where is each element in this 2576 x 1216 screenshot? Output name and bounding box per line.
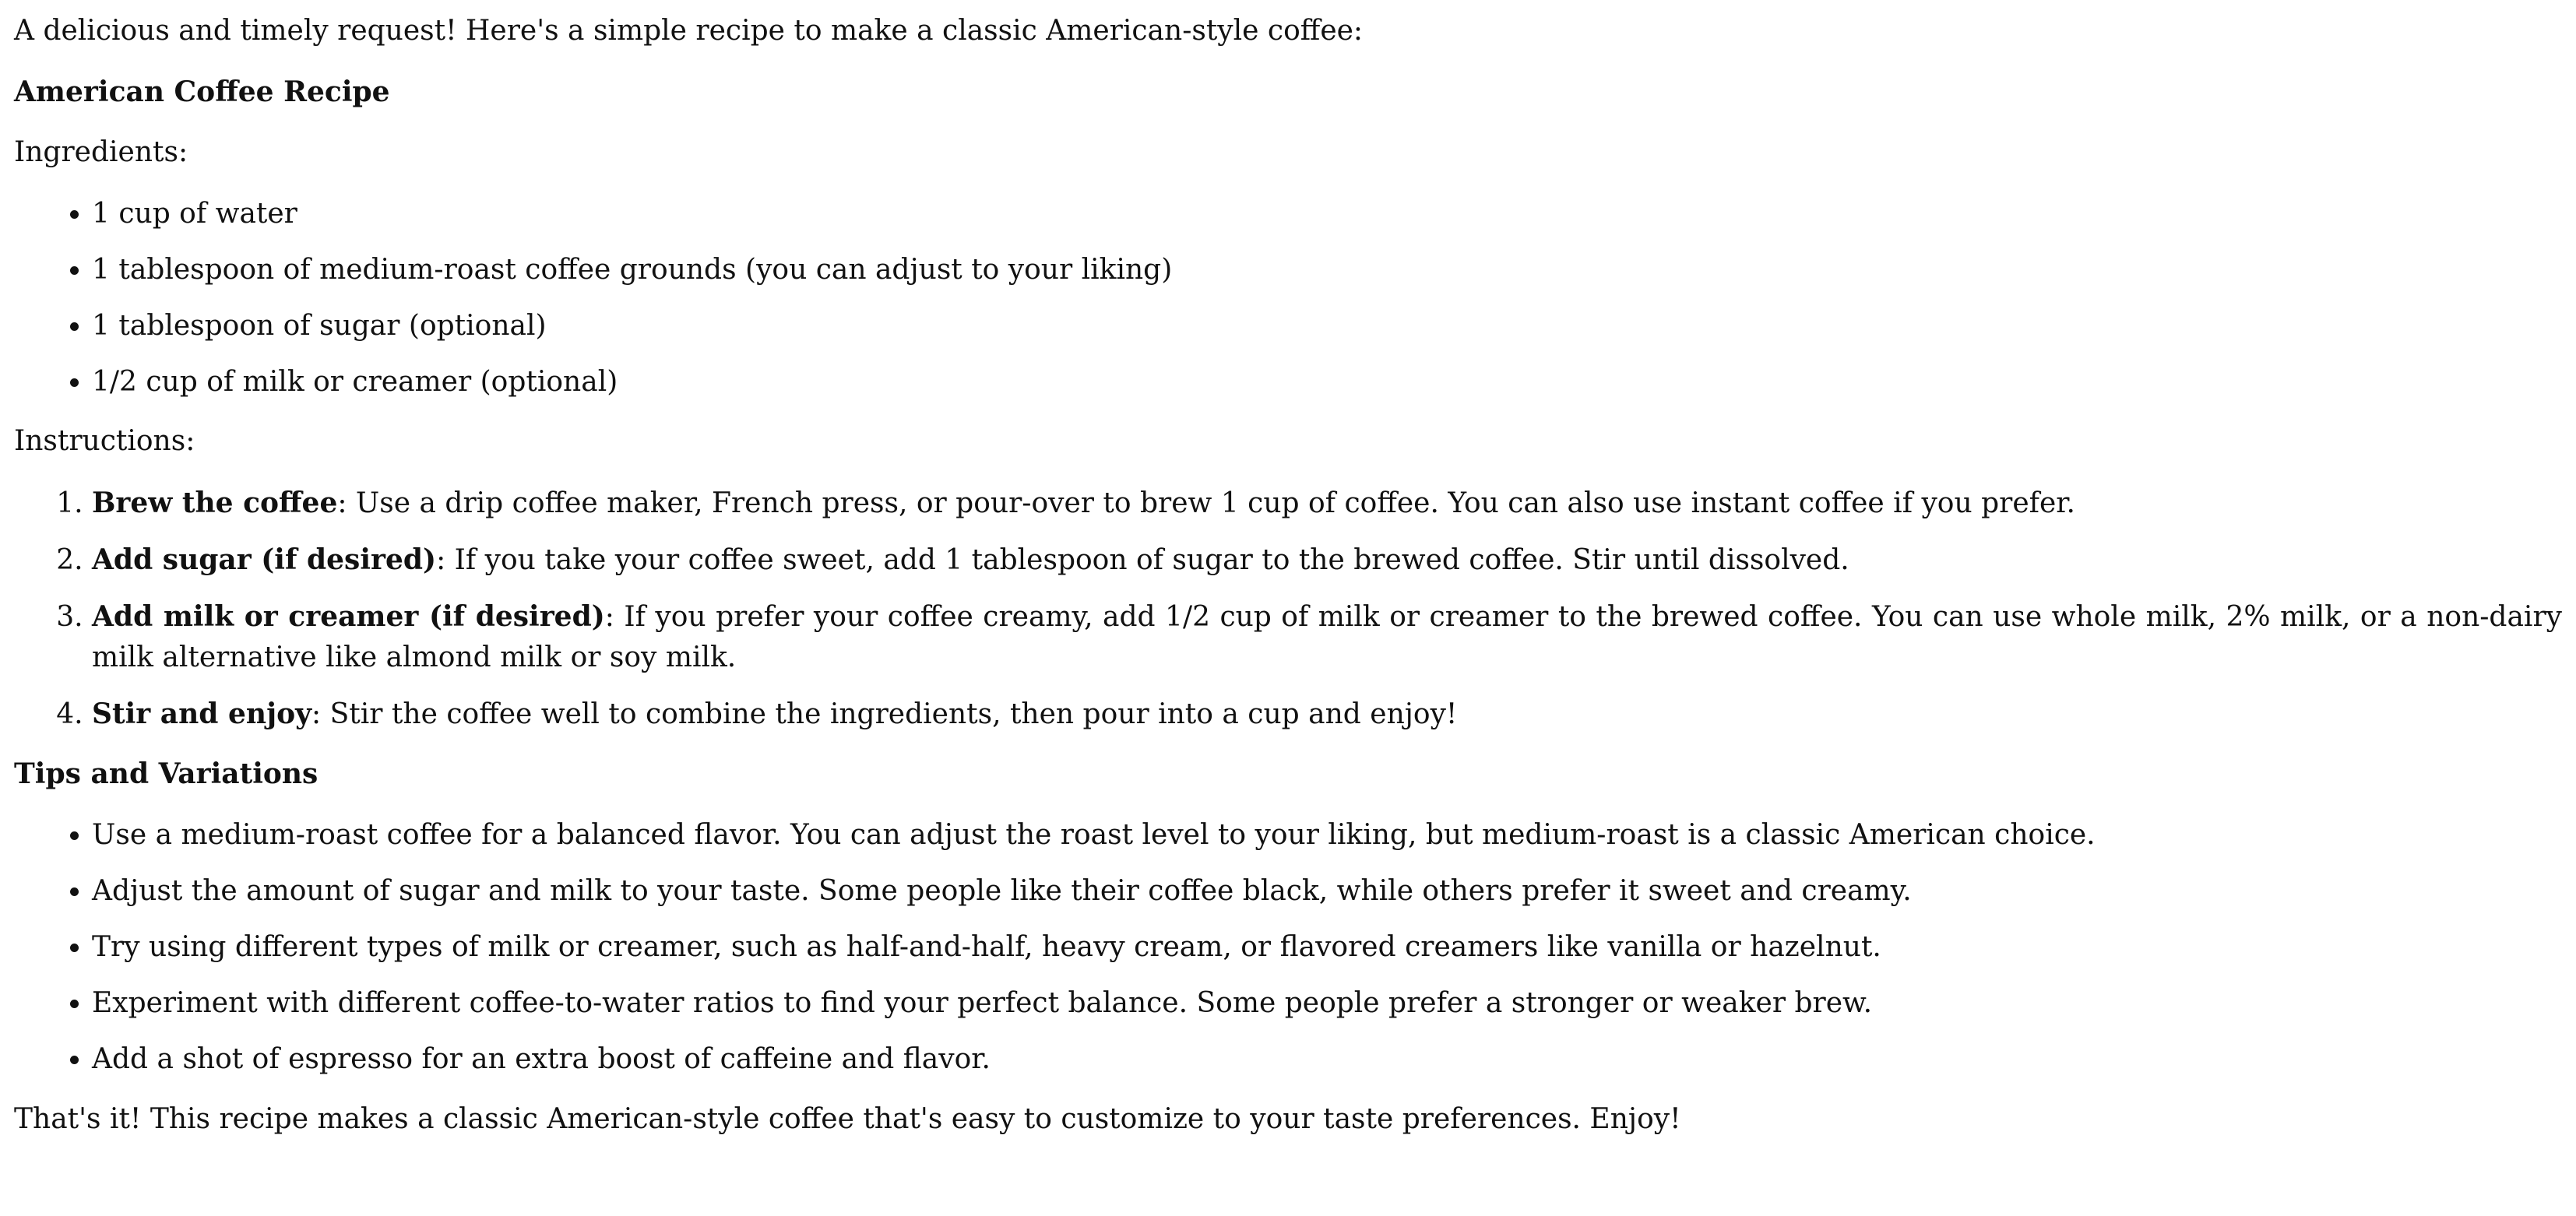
ingredients-label: Ingredients: bbox=[14, 136, 188, 169]
instruction-lead: Brew the coffee bbox=[92, 486, 338, 519]
instruction-text: : If you prefer your coffee creamy, add 1/2 cup of milk or creamer to the brewed coffee. You can use whole milk, 2% milk, or a non-dairy milk alternative like almond milk or soy milk. bbox=[92, 600, 2562, 674]
tip-item: • Use a medium-roast coffee for a balanced flavor. You can adjust the roast level to your liking, but medium-roast is a classic American choice. bbox=[92, 815, 2562, 856]
ingredient-item: • 1 tablespoon of medium-roast coffee grounds (you can adjust to your liking) bbox=[92, 250, 2562, 290]
instruction-lead: Add milk or creamer (if desired) bbox=[92, 599, 605, 633]
instruction-text: : If you take your coffee sweet, add 1 tablespoon of sugar to the brewed coffee. Stir until dissolved. bbox=[436, 543, 1849, 576]
instruction-lead: Stir and enjoy bbox=[92, 698, 312, 731]
recipe-title: American Coffee Recipe bbox=[14, 76, 390, 109]
tip-item: • Adjust the amount of sugar and milk to your taste. Some people like their coffee black, while others prefer it sweet and creamy. bbox=[92, 871, 2562, 912]
tips-title: Tips and Variations bbox=[14, 757, 318, 791]
ingredient-item: • 1 cup of water bbox=[92, 194, 2562, 234]
intro-paragraph: A delicious and timely request! Here's a simple recipe to make a classic American-style coffee: bbox=[14, 15, 1364, 47]
instructions-label: Instructions: bbox=[14, 425, 195, 458]
instruction-lead: Add sugar (if desired) bbox=[92, 543, 437, 576]
tip-item: • Experiment with different coffee-to-water ratios to find your perfect balance. Some people prefer a stronger or weaker brew. bbox=[92, 983, 2562, 1024]
ingredient-item: • 1 tablespoon of sugar (optional) bbox=[92, 306, 2562, 346]
instruction-step bbox=[92, 596, 2562, 678]
instruction-text: : Use a drip coffee maker, French press, or pour-over to brew 1 cup of coffee. You can also use instant coffee if you prefer. bbox=[337, 487, 2075, 519]
tip-item: • Try using different types of milk or creamer, such as half-and-half, heavy cream, or flavored creamers like vanilla or hazelnut. bbox=[92, 927, 2562, 968]
tip-item: • Add a shot of espresso for an extra boost of caffeine and flavor. bbox=[92, 1039, 2562, 1080]
instruction-step bbox=[92, 483, 2562, 524]
instruction-text: : Stir the coffee well to combine the ingredients, then pour into a cup and enjoy! bbox=[311, 698, 1458, 731]
instructions-list bbox=[14, 483, 2562, 736]
closing-paragraph: That's it! This recipe makes a classic American-style coffee that's easy to customize to your taste preferences. Enjoy! bbox=[14, 1102, 1681, 1135]
tips-list bbox=[14, 815, 2562, 1081]
instruction-step bbox=[92, 539, 2562, 581]
ingredients-list bbox=[14, 194, 2562, 403]
ingredient-item: • 1/2 cup of milk or creamer (optional) bbox=[92, 362, 2562, 402]
instruction-step bbox=[92, 694, 2562, 735]
